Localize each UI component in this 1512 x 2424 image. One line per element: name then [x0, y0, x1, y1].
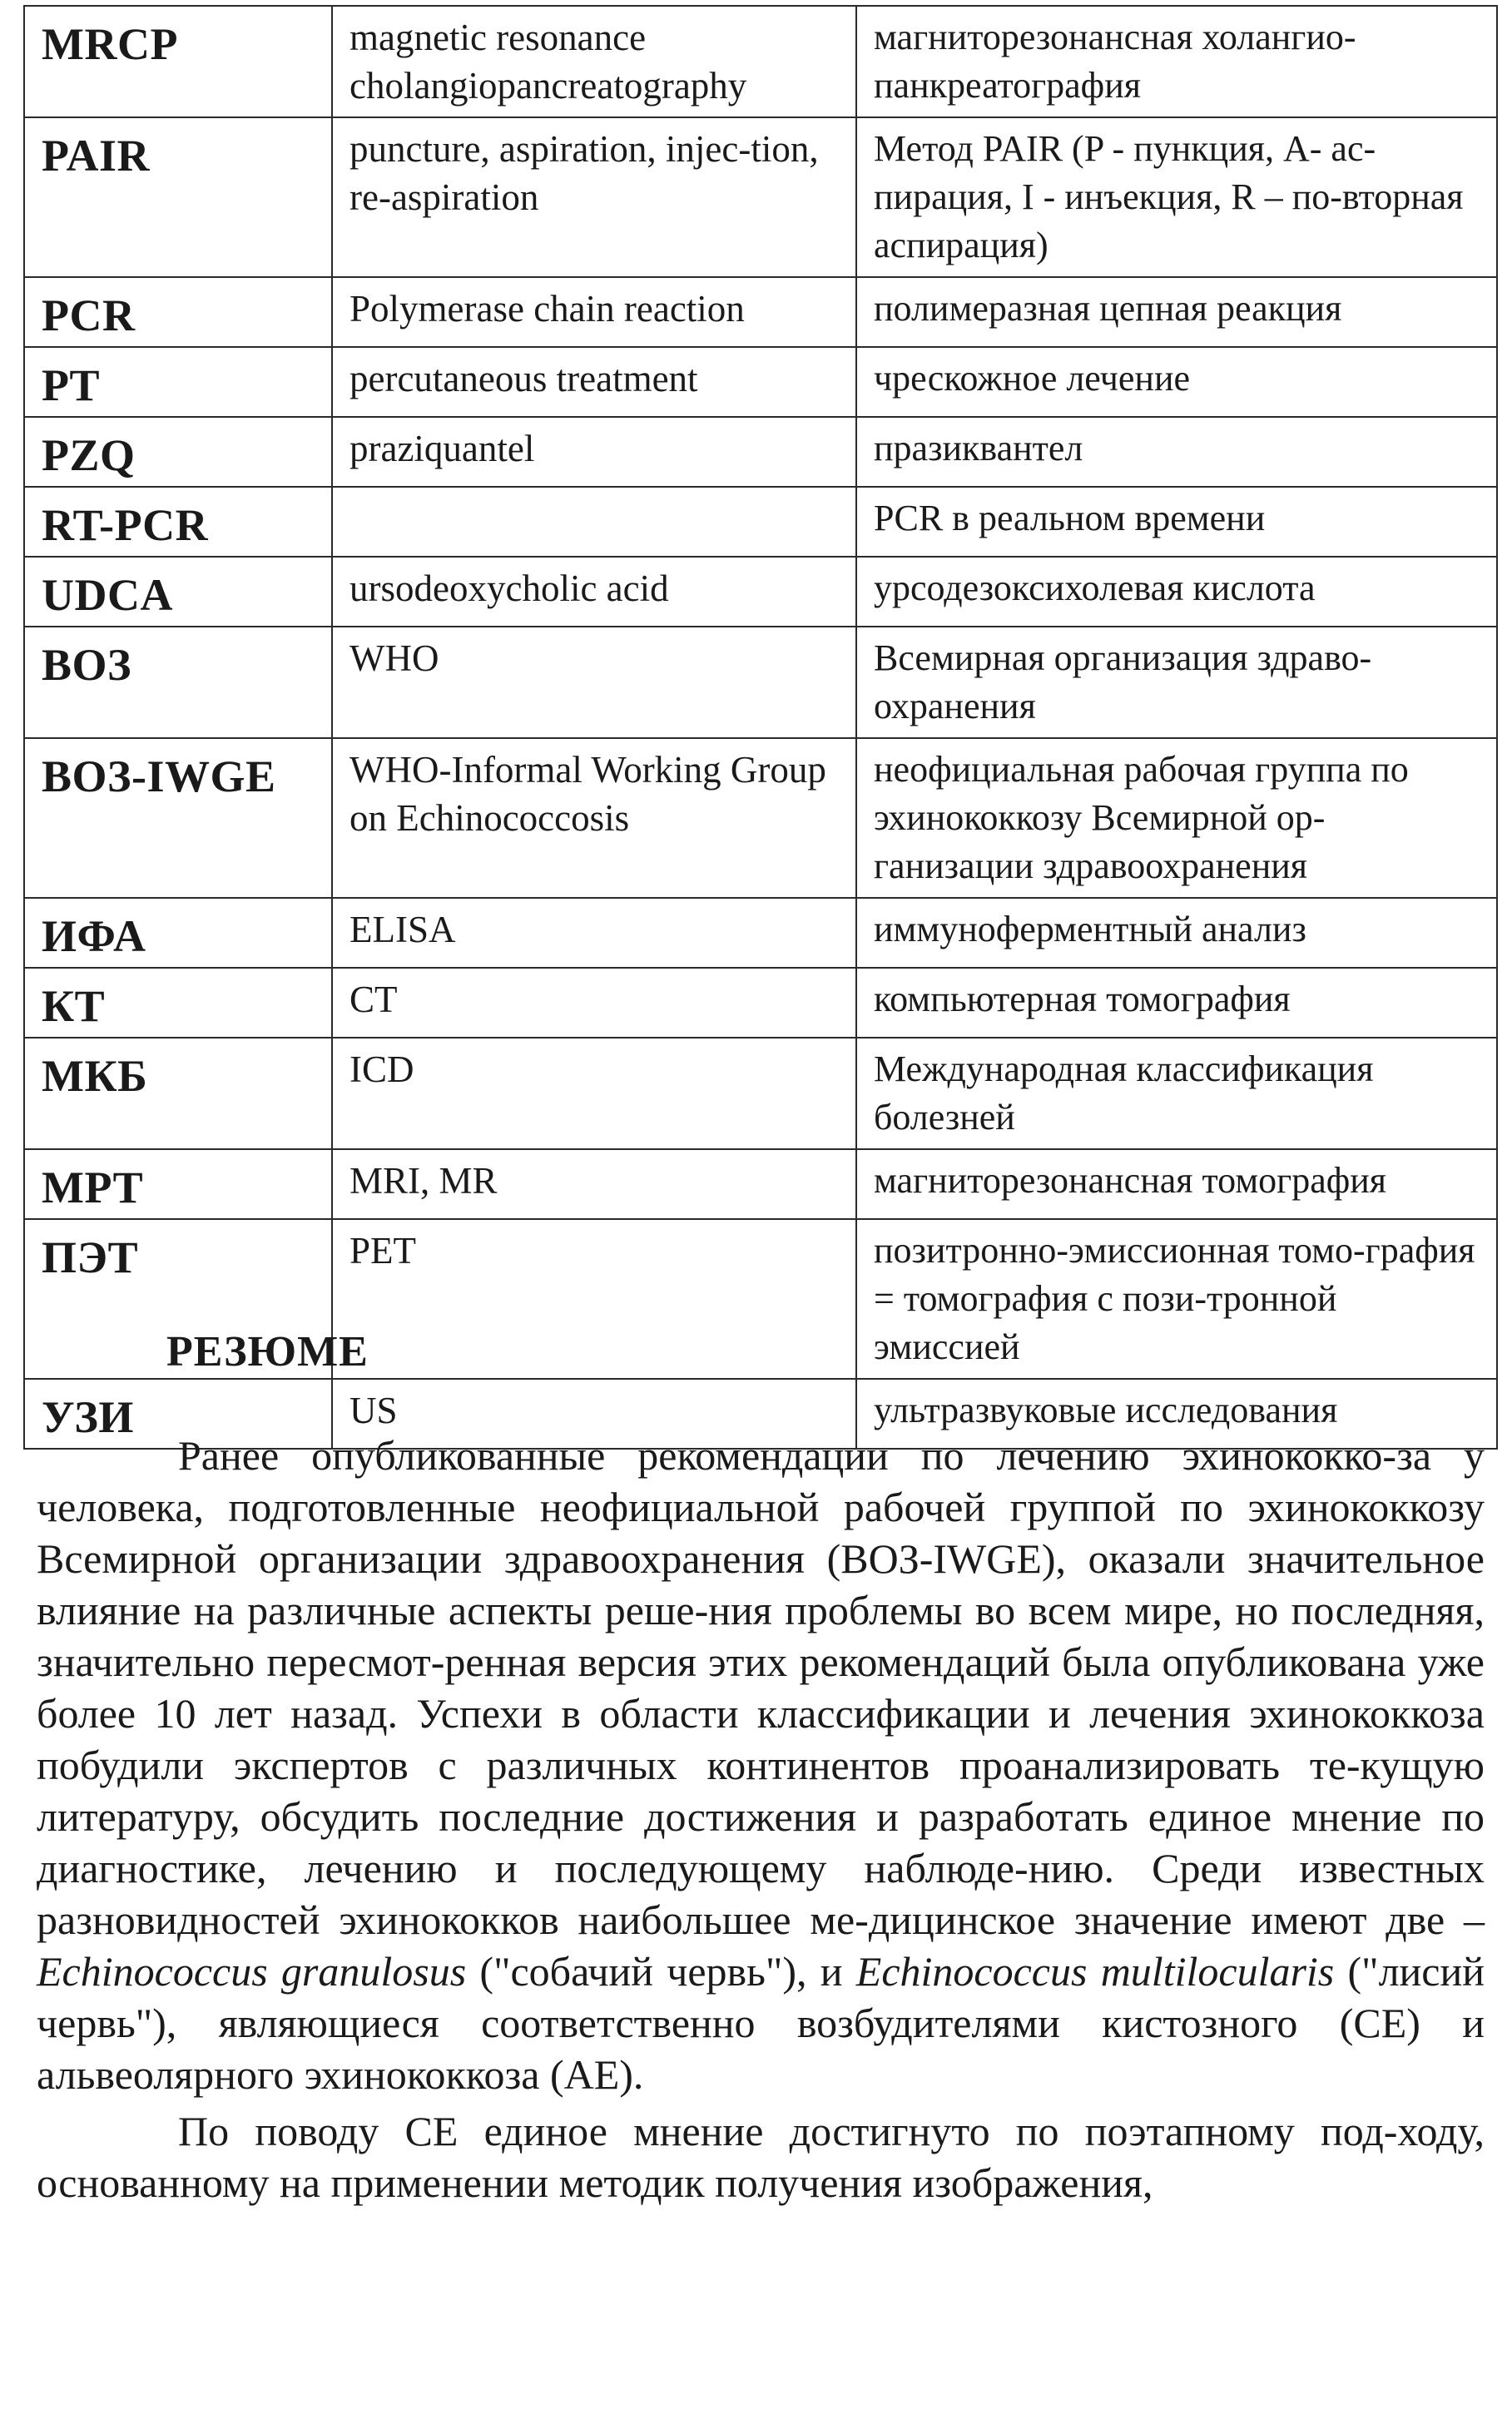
russian-term-cell: Международная классификация болезней [856, 1038, 1497, 1149]
paragraph-1-text-c: ("лисий червь"), являющиеся соответственно возбудителями кистозного (СЕ) и альвеолярного эхинококкоза (АЕ). [37, 1948, 1485, 2098]
table-row [24, 898, 1497, 968]
abbreviations-table [23, 5, 1498, 1450]
abbreviation-cell: ВОЗ [24, 627, 332, 738]
english-term-cell: Polymerase chain reaction [332, 277, 856, 347]
russian-term-cell: полимеразная цепная реакция [856, 277, 1497, 347]
russian-term-cell: урсодезоксихолевая кислота [856, 557, 1497, 627]
english-term-cell: MRI, MR [332, 1149, 856, 1219]
summary-paragraph-1 [37, 1430, 1485, 2100]
abbreviation-cell: PAIR [24, 117, 332, 277]
abbreviation-cell: ВОЗ-IWGE [24, 738, 332, 898]
abbreviation-cell: МКБ [24, 1038, 332, 1149]
abbreviation-cell: PT [24, 347, 332, 417]
table-row [24, 968, 1497, 1038]
summary-text [37, 1430, 1485, 2208]
english-term-cell: WHO [332, 627, 856, 738]
english-term-cell: ELISA [332, 898, 856, 968]
table-row [24, 117, 1497, 277]
table-row [24, 277, 1497, 347]
abbreviation-cell: RT-PCR [24, 487, 332, 557]
russian-term-cell: позитронно-эмиссионная томо-графия = томография с пози-тронной эмиссией [856, 1219, 1497, 1379]
russian-term-cell: празиквантел [856, 417, 1497, 487]
english-term-cell: ICD [332, 1038, 856, 1149]
table-row [24, 557, 1497, 627]
summary-paragraph-2: По поводу СЕ единое мнение достигнуто по поэтапному под-ходу, основанному на применении методик получения изображения, [37, 2108, 1485, 2206]
species-name-granulosus: Echinococcus granulosus [37, 1948, 467, 1995]
russian-term-cell: Метод PAIR (P - пункция, A- ас-пирация, I - инъекция, R – по-вторная аспирация) [856, 117, 1497, 277]
english-term-cell: PET [332, 1219, 856, 1379]
russian-term-cell: неофициальная рабочая группа по эхинококкозу Всемирной ор-ганизации здравоохранения [856, 738, 1497, 898]
table-row [24, 6, 1497, 117]
russian-term-cell: компьютерная томография [856, 968, 1497, 1038]
table-row [24, 487, 1497, 557]
abbreviation-cell: ПЭТ [24, 1219, 332, 1379]
abbreviation-cell: КТ [24, 968, 332, 1038]
english-term-cell [332, 487, 856, 557]
russian-term-cell: иммуноферментный анализ [856, 898, 1497, 968]
russian-term-cell: магниторезонансная томография [856, 1149, 1497, 1219]
abbreviation-cell: PZQ [24, 417, 332, 487]
paragraph-1-text-a: Ранее опубликованные рекомендации по лечению эхинококко-за у человека, подготовленные неофициальной рабочей группой по эхинококкозу Всемирной организации здравоохранения (ВОЗ-IWGE), оказали значительное влияние на различные аспекты реше-ния проблемы во всем мире, но последняя, значительно пересмот-ренная версия этих рекомендаций была опубликована уже более 10 лет назад. Успехи в области классификации и лечения эхинококкоза побудили экспертов с различных континентов проанализировать те-кущую литературу, обсудить последние достижения и разработать единое мнение по диагностике, лечению и последующему наблюде-нию. Среди известных разновидностей эхинококков наибольшее ме-дицинское значение имеют две – [37, 1432, 1485, 1943]
abbreviation-cell: MRCP [24, 6, 332, 117]
abbreviation-cell: ИФА [24, 898, 332, 968]
table-row [24, 1038, 1497, 1149]
russian-term-cell: Всемирная организация здраво-охранения [856, 627, 1497, 738]
table-row [24, 347, 1497, 417]
abbreviations-table-body [24, 6, 1497, 1449]
russian-term-cell: ультразвуковые исследования [856, 1379, 1497, 1449]
table-row [24, 627, 1497, 738]
english-term-cell: percutaneous treatment [332, 347, 856, 417]
abbreviation-cell: PCR [24, 277, 332, 347]
table-row [24, 1149, 1497, 1219]
english-term-cell: magnetic resonance cholangiopancreatography [332, 6, 856, 117]
russian-term-cell: чрескожное лечение [856, 347, 1497, 417]
abbreviation-cell: МРТ [24, 1149, 332, 1219]
table-row [24, 417, 1497, 487]
english-term-cell: ursodeoxycholic acid [332, 557, 856, 627]
english-term-cell: CT [332, 968, 856, 1038]
english-term-cell: WHO-Informal Working Group on Echinococcosis [332, 738, 856, 898]
abbreviation-cell: УЗИ [24, 1379, 332, 1449]
russian-term-cell: магниторезонансная холангио-панкреатография [856, 6, 1497, 117]
abbreviation-cell: UDCA [24, 557, 332, 627]
english-term-cell: puncture, aspiration, injec-tion, re-aspiration [332, 117, 856, 277]
english-term-cell: US [332, 1379, 856, 1449]
summary-heading: РЕЗЮМЕ [166, 1328, 369, 1376]
species-name-multilocularis: Echinococcus multilocularis [855, 1948, 1335, 1995]
paragraph-1-text-b: ("собачий червь"), и [466, 1948, 856, 1995]
russian-term-cell: PCR в реальном времени [856, 487, 1497, 557]
english-term-cell: praziquantel [332, 417, 856, 487]
table-row [24, 738, 1497, 898]
